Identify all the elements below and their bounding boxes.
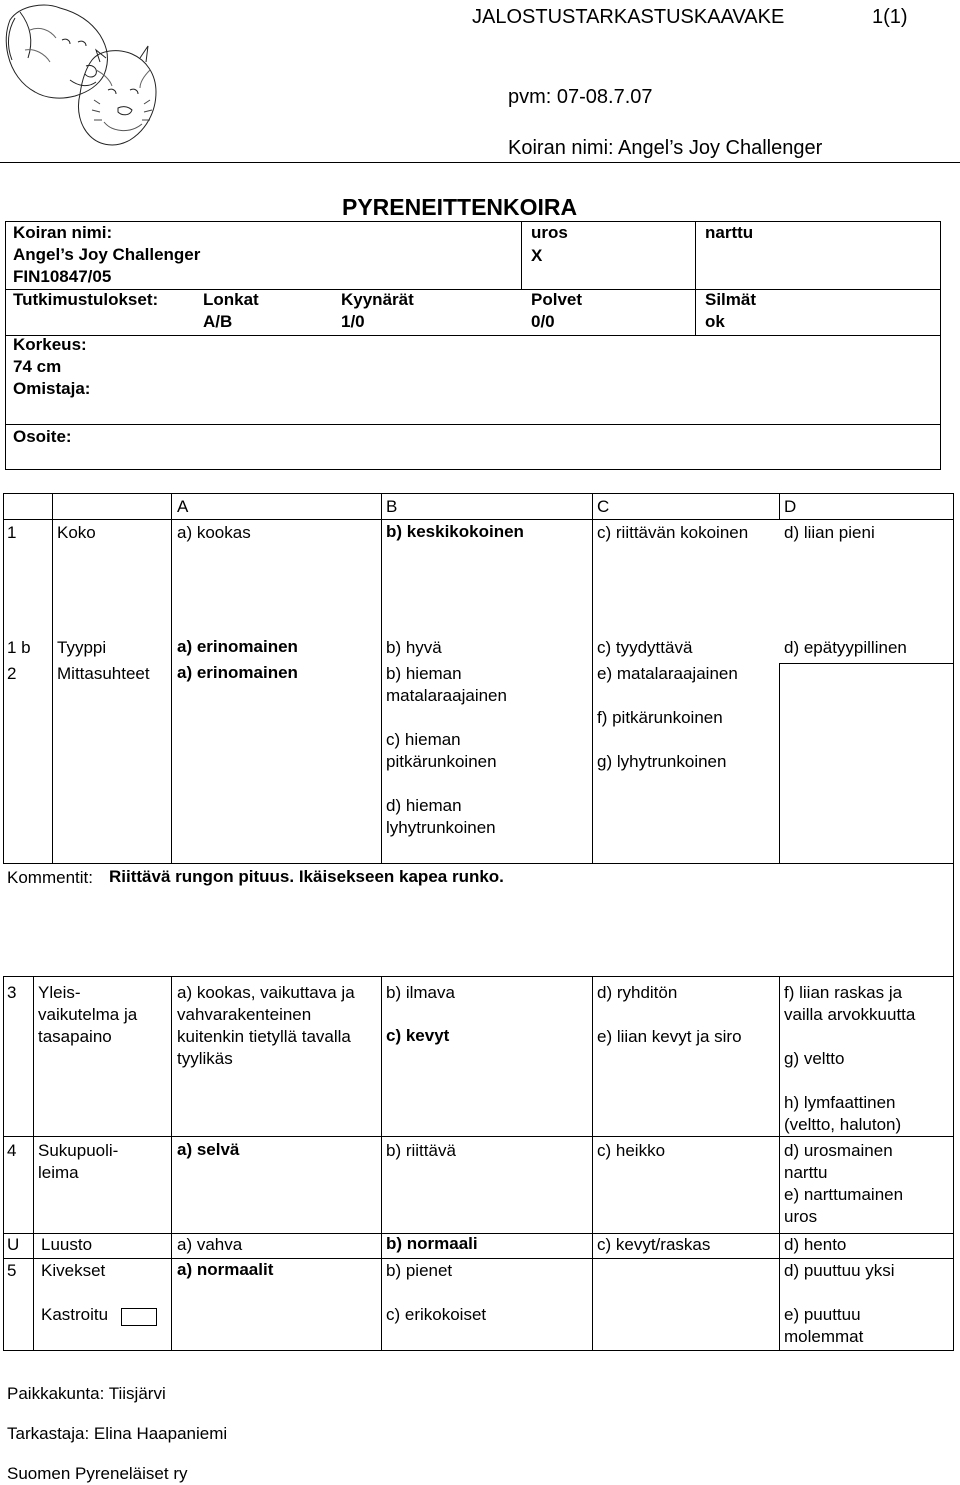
inspection-date: pvm: 07-08.7.07 [508, 86, 653, 108]
option-text: c) tyydyttävä [597, 638, 693, 657]
option-text: b) hieman [386, 664, 462, 683]
row-number: 3 [7, 983, 17, 1002]
dog-drawing-logo [0, 0, 165, 160]
option-text: a) kookas, vaikuttava ja [177, 983, 355, 1002]
option-text: f) pitkärunkoinen [597, 708, 723, 727]
grid-v-c-2 [592, 976, 593, 1350]
option-text: kuitenkin tietyllä tavalla [177, 1027, 351, 1046]
row-label-yleisvaikutelma: tasapaino [38, 1027, 112, 1046]
grid-v-d-1 [779, 493, 780, 519]
grid-h-2 [3, 863, 954, 864]
sex-female-label: narttu [705, 223, 754, 242]
row-number: 5 [7, 1261, 17, 1280]
option-text: g) lyhytrunkoinen [597, 752, 727, 771]
grid-h-d-cell [779, 663, 953, 664]
option-text: d) hento [784, 1235, 847, 1254]
option-text: molemmat [784, 1327, 864, 1346]
column-header-c: C [597, 497, 610, 516]
option-text: b) ilmava [386, 983, 455, 1002]
form-title: JALOSTUSTARKASTUSKAAVAKE [472, 6, 785, 28]
option-text: d) urosmainen [784, 1141, 893, 1160]
comments-text: Riittävä rungon pituus. Ikäisekseen kapea runko. [109, 867, 504, 886]
column-header-d: D [784, 497, 797, 516]
sex-male-label: uros [531, 223, 568, 242]
option-text: d) puuttuu yksi [784, 1261, 895, 1280]
elbows-label: Kyynärät [341, 290, 414, 309]
castrated-checkbox[interactable] [121, 1308, 157, 1326]
selected-option: b) normaali [386, 1234, 478, 1253]
registration-number: FIN10847/05 [13, 267, 112, 286]
row-label-koko: Koko [57, 523, 96, 542]
option-text: c) hieman [386, 730, 461, 749]
option-text: h) lymfaattinen [784, 1093, 896, 1112]
grid-v-right-1 [953, 493, 954, 863]
grid-v-left-2 [3, 976, 4, 1350]
row-label-tyyppi: Tyyppi [57, 638, 107, 657]
option-text: vailla arvokkuutta [784, 1005, 916, 1024]
grid-v-a-2 [171, 976, 172, 1350]
selected-option: a) erinomainen [177, 663, 298, 682]
dog-name-header: Koiran nimi: Angel’s Joy Challenger [508, 137, 823, 159]
option-text: c) kevyt/raskas [597, 1235, 711, 1254]
club-text: Suomen Pyreneläiset ry [7, 1464, 188, 1483]
info-vline-2 [695, 221, 696, 335]
option-text: g) veltto [784, 1049, 845, 1068]
grid-v-left-1 [3, 493, 4, 863]
grid-v-d-3 [779, 976, 780, 1350]
dog-name-label: Koiran nimi: [13, 223, 113, 242]
comments-label: Kommentit: [7, 868, 93, 887]
grid-v-c-1 [592, 493, 593, 863]
option-text: matalaraajainen [386, 686, 507, 705]
grid-v-b-1 [381, 493, 382, 863]
column-header-b: B [386, 497, 398, 516]
option-text: uros [784, 1207, 818, 1226]
option-text: d) ryhditön [597, 983, 678, 1002]
selected-option: a) erinomainen [177, 637, 298, 656]
grid-v-d-2 [779, 663, 780, 863]
option-text: d) liian pieni [784, 523, 875, 542]
height-value: 74 cm [13, 357, 62, 376]
grid-h-3 [3, 976, 954, 977]
elbows-value: 1/0 [341, 312, 365, 331]
grid-v-right-comments [953, 863, 954, 976]
option-text: e) liian kevyt ja siro [597, 1027, 742, 1046]
results-label: Tutkimustulokset: [13, 290, 159, 309]
page-number: 1(1) [872, 6, 908, 28]
row-label-luusto: Luusto [41, 1235, 93, 1254]
grid-h-6 [3, 1258, 954, 1259]
row-label-yleisvaikutelma: Yleis- [38, 983, 81, 1002]
option-text: (veltto, haluton) [784, 1115, 902, 1134]
option-text: a) vahva [177, 1235, 243, 1254]
selected-option: a) selvä [177, 1140, 240, 1159]
selected-option: a) normaalit [177, 1260, 274, 1279]
selected-option: b) keskikokoinen [386, 522, 524, 541]
row-number: U [7, 1235, 20, 1254]
grid-h-top [3, 493, 954, 494]
sex-male-mark: X [531, 246, 543, 265]
grid-v-name-1 [52, 493, 53, 863]
option-text: b) hyvä [386, 638, 442, 657]
selected-option: c) kevyt [386, 1026, 450, 1045]
option-text: c) riittävän kokoinen [597, 523, 749, 542]
knees-value: 0/0 [531, 312, 555, 331]
grid-v-name-2 [33, 976, 34, 1350]
grid-v-b-2 [381, 976, 382, 1350]
option-text: b) pienet [386, 1261, 453, 1280]
height-label: Korkeus: [13, 335, 87, 354]
hips-value: A/B [203, 312, 233, 331]
row-label-kivekset: Kivekset [41, 1261, 106, 1280]
option-text: a) kookas [177, 523, 251, 542]
option-text: vahvarakenteinen [177, 1005, 312, 1024]
knees-label: Polvet [531, 290, 583, 309]
option-text: e) narttumainen [784, 1185, 904, 1204]
eyes-label: Silmät [705, 290, 757, 309]
grid-h-1 [3, 519, 954, 520]
option-text: narttu [784, 1163, 828, 1182]
option-text: d) hieman [386, 796, 462, 815]
row-number: 1 [7, 523, 17, 542]
place-text: Paikkakunta: Tiisjärvi [7, 1384, 166, 1403]
eyes-value: ok [705, 312, 725, 331]
owner-label: Omistaja: [13, 379, 91, 398]
inspector-text: Tarkastaja: Elina Haapaniemi [7, 1424, 228, 1443]
option-text: tyylikäs [177, 1049, 233, 1068]
header-divider [0, 162, 960, 163]
option-text: e) puuttuu [784, 1305, 861, 1324]
option-text: d) epätyypillinen [784, 638, 907, 657]
info-divider-3 [5, 424, 941, 425]
grid-h-4 [3, 1136, 954, 1137]
column-header-a: A [177, 497, 189, 516]
info-divider-2 [5, 335, 941, 336]
option-text: lyhytrunkoinen [386, 818, 496, 837]
option-text: pitkärunkoinen [386, 752, 497, 771]
option-text: c) heikko [597, 1141, 666, 1160]
dog-name-value: Angel’s Joy Challenger [13, 245, 201, 264]
option-text: f) liian raskas ja [784, 983, 903, 1002]
grid-v-right-2 [953, 976, 954, 1350]
row-label-mittasuhteet: Mittasuhteet [57, 664, 150, 683]
breed-title: PYRENEITTENKOIRA [342, 194, 578, 220]
hips-label: Lonkat [203, 290, 259, 309]
grid-h-bottom [3, 1350, 954, 1351]
option-text: b) riittävä [386, 1141, 456, 1160]
row-number: 4 [7, 1141, 17, 1160]
grid-v-a-1 [171, 493, 172, 863]
row-number: 2 [7, 664, 17, 683]
option-text: e) matalaraajainen [597, 664, 738, 683]
row-label-sukupuolileima: Sukupuoli- [38, 1141, 119, 1160]
option-text: c) erikokoiset [386, 1305, 487, 1324]
address-label: Osoite: [13, 427, 72, 446]
row-label-sukupuolileima: leima [38, 1163, 79, 1182]
row-number: 1 b [7, 638, 31, 657]
castrated-label: Kastroitu [41, 1305, 109, 1324]
row-label-yleisvaikutelma: vaikutelma ja [38, 1005, 138, 1024]
info-vline-1 [521, 221, 522, 289]
